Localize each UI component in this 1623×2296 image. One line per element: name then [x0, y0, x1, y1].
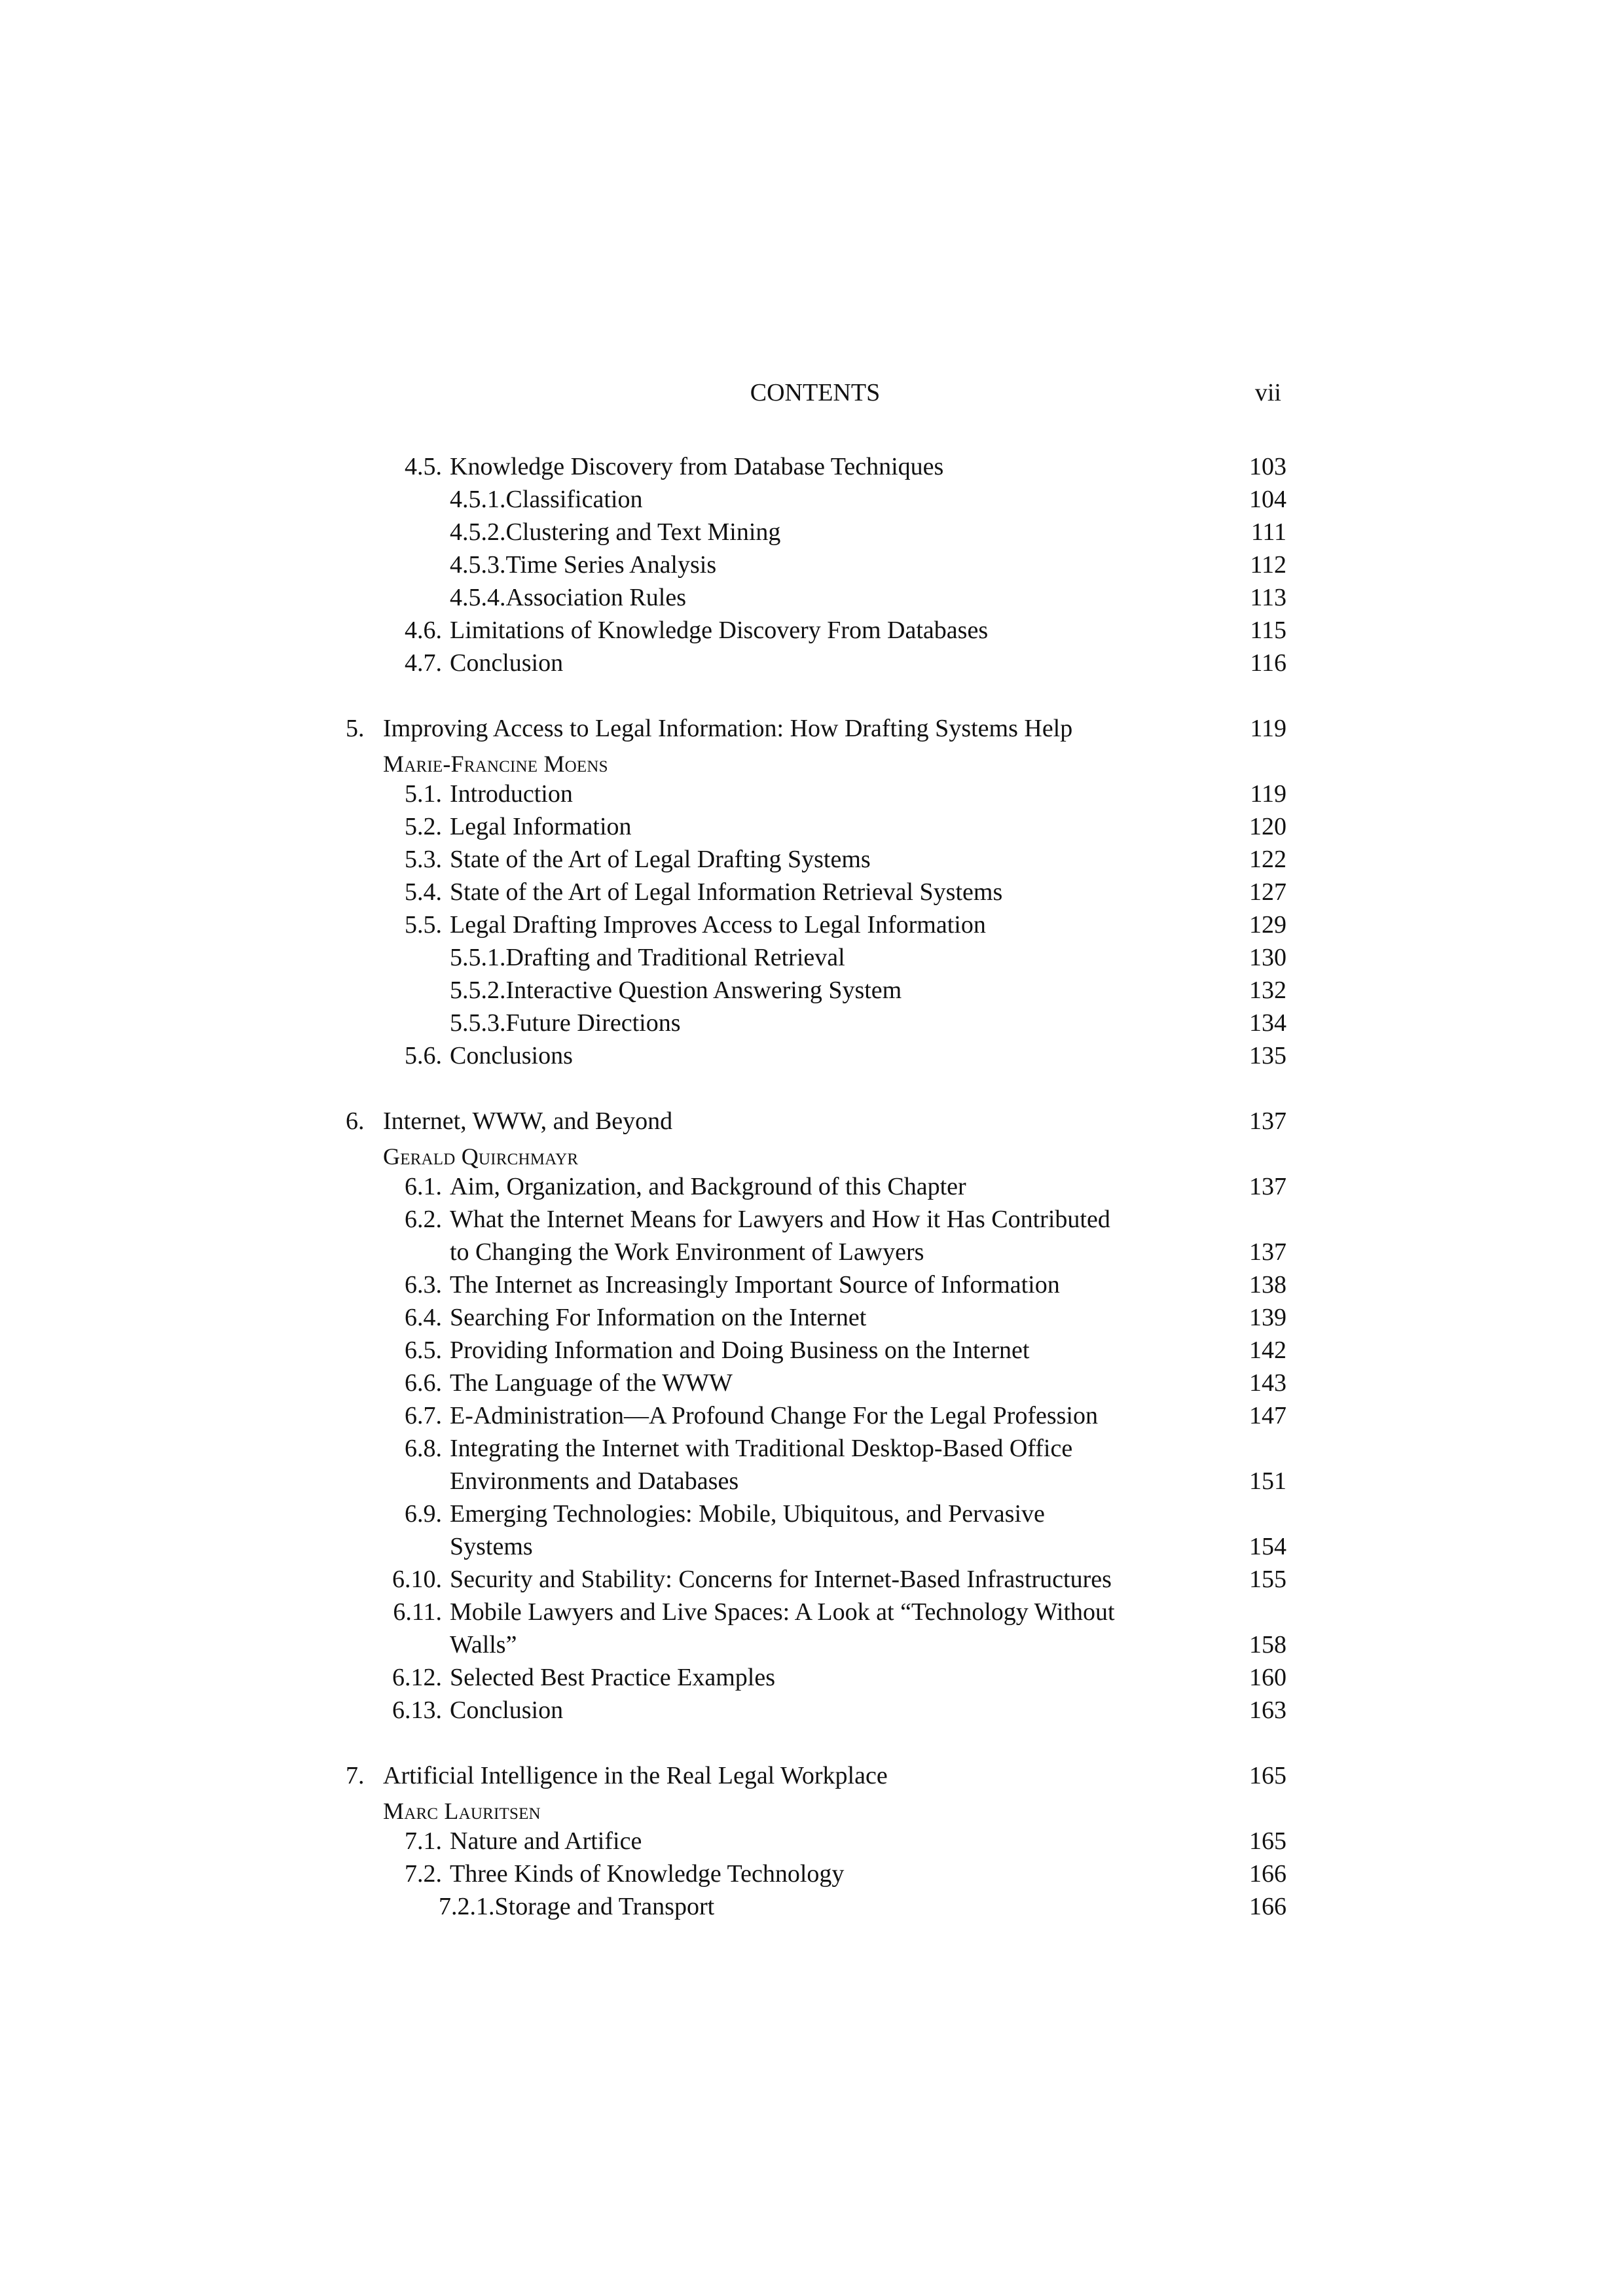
toc-chapter-entry[interactable] [344, 1105, 1286, 1138]
entry-title: Knowledge Discovery from Database Techniques [450, 453, 944, 480]
entry-title: Legal Information [450, 813, 632, 840]
entry-page-number: 113 [1250, 584, 1286, 611]
toc-entry-continuation[interactable] [344, 1465, 1286, 1498]
entry-number: 6.2. [405, 1206, 442, 1233]
author-name: Gerald Quirchmayr [383, 1143, 579, 1170]
toc-entry-continuation[interactable] [344, 1530, 1286, 1563]
entry-title: Conclusion [450, 1696, 564, 1724]
toc-subsection-entry[interactable] [344, 483, 1286, 516]
toc-section-entry[interactable] [344, 1334, 1286, 1367]
entry-number: 6.7. [405, 1402, 442, 1429]
toc-section-entry[interactable] [344, 908, 1286, 941]
entry-page-number: 165 [1249, 1827, 1286, 1855]
entry-page-number: 166 [1249, 1893, 1286, 1920]
entry-title: Conclusions [450, 1042, 573, 1069]
toc-section-entry[interactable] [344, 810, 1286, 843]
entry-title: Security and Stability: Concerns for Internet-Based Infrastructures [450, 1566, 1112, 1593]
entry-page-number: 151 [1249, 1467, 1286, 1495]
entry-page-number: 137 [1249, 1238, 1286, 1266]
entry-title: 7.2.1.Storage and Transport [439, 1893, 715, 1920]
entry-number: 4.6. [405, 617, 442, 644]
entry-page-number: 103 [1249, 453, 1286, 480]
entry-number: 7. [346, 1762, 365, 1789]
entry-page-number: 127 [1249, 878, 1286, 906]
toc-subsection-entry[interactable] [344, 581, 1286, 614]
entry-number: 6.12. [392, 1664, 442, 1691]
entry-number: 5.1. [405, 780, 442, 808]
entry-page-number: 142 [1249, 1336, 1286, 1364]
toc-section-entry[interactable] [344, 1596, 1286, 1628]
chapter-author [344, 745, 1286, 778]
toc-section-entry[interactable] [344, 1301, 1286, 1334]
entry-page-number: 155 [1249, 1566, 1286, 1593]
toc-section-entry[interactable] [344, 450, 1286, 483]
toc-section-entry[interactable] [344, 1170, 1286, 1203]
entry-title: Environments and Databases [450, 1467, 739, 1495]
entry-title: Three Kinds of Knowledge Technology [450, 1860, 845, 1888]
toc-section-entry[interactable] [344, 1694, 1286, 1727]
toc-subsection-entry[interactable] [344, 548, 1286, 581]
entry-page-number: 143 [1249, 1369, 1286, 1397]
entry-page-number: 115 [1250, 617, 1286, 644]
entry-page-number: 129 [1249, 911, 1286, 939]
toc-section-entry[interactable] [344, 1498, 1286, 1530]
entry-title: to Changing the Work Environment of Lawyers [450, 1238, 924, 1266]
entry-title: The Internet as Increasingly Important Source of Information [450, 1271, 1060, 1299]
entry-page-number: 139 [1249, 1304, 1286, 1331]
entry-page-number: 160 [1249, 1664, 1286, 1691]
entry-title: State of the Art of Legal Drafting Systems [450, 846, 871, 873]
entry-page-number: 112 [1250, 551, 1286, 579]
toc-subsection-entry[interactable] [344, 941, 1286, 974]
chapter-spacer [344, 1727, 1286, 1759]
entry-page-number: 165 [1249, 1762, 1286, 1789]
entry-page-number: 158 [1249, 1631, 1286, 1659]
entry-page-number: 163 [1249, 1696, 1286, 1724]
toc-chapter-entry[interactable] [344, 1759, 1286, 1792]
entry-number: 6.3. [405, 1271, 442, 1299]
entry-page-number: 132 [1249, 977, 1286, 1004]
entry-page-number: 166 [1249, 1860, 1286, 1888]
chapter-author [344, 1138, 1286, 1170]
toc-section-entry[interactable] [344, 778, 1286, 810]
entry-title: Mobile Lawyers and Live Spaces: A Look at “Technology Without [450, 1598, 1115, 1626]
entry-page-number: 111 [1250, 518, 1286, 546]
running-head [344, 376, 1286, 410]
entry-title: Selected Best Practice Examples [450, 1664, 775, 1691]
entry-title: Providing Information and Doing Business on the Internet [450, 1336, 1030, 1364]
entry-page-number: 135 [1249, 1042, 1286, 1069]
entry-number: 4.5. [405, 453, 442, 480]
entry-number: 6.13. [392, 1696, 442, 1724]
toc-section-entry[interactable] [344, 1857, 1286, 1890]
entry-page-number: 137 [1249, 1107, 1286, 1135]
running-head-page-number: vii [1254, 379, 1281, 406]
entry-title: Systems [450, 1533, 533, 1560]
author-name: Marc Lauritsen [383, 1798, 541, 1824]
toc-section-entry[interactable] [344, 1039, 1286, 1072]
chapter-spacer [344, 1072, 1286, 1105]
chapter-author [344, 1792, 1286, 1825]
running-head-title: CONTENTS [750, 379, 881, 406]
entry-number: 6.5. [405, 1336, 442, 1364]
toc-section-entry[interactable] [344, 614, 1286, 647]
entry-number: 6.8. [405, 1435, 442, 1462]
entry-number: 5.4. [405, 878, 442, 906]
entry-number: 5. [346, 715, 365, 742]
entry-number: 7.2. [405, 1860, 442, 1888]
entry-page-number: 122 [1249, 846, 1286, 873]
entry-number: 5.2. [405, 813, 442, 840]
entry-number: 5.3. [405, 846, 442, 873]
entry-page-number: 116 [1250, 649, 1286, 677]
entry-number: 4.7. [405, 649, 442, 677]
toc-section-entry[interactable] [344, 843, 1286, 876]
entry-title: Aim, Organization, and Background of this Chapter [450, 1173, 966, 1200]
entry-page-number: 138 [1249, 1271, 1286, 1299]
entry-title: 5.5.1.Drafting and Traditional Retrieval [450, 944, 845, 971]
entry-title: State of the Art of Legal Information Retrieval Systems [450, 878, 1003, 906]
entry-title: Limitations of Knowledge Discovery From Databases [450, 617, 989, 644]
entry-title: Improving Access to Legal Information: How Drafting Systems Help [383, 715, 1073, 742]
toc-chapter-entry[interactable] [344, 712, 1286, 745]
entry-title: 4.5.3.Time Series Analysis [450, 551, 717, 579]
entry-number: 6.10. [392, 1566, 442, 1593]
toc-section-entry[interactable] [344, 876, 1286, 908]
entry-number: 6.11. [393, 1598, 442, 1626]
toc-subsection-entry[interactable] [344, 974, 1286, 1007]
entry-title: Walls” [450, 1631, 517, 1659]
entry-title: Internet, WWW, and Beyond [383, 1107, 673, 1135]
entry-page-number: 134 [1249, 1009, 1286, 1037]
entry-number: 6.1. [405, 1173, 442, 1200]
entry-page-number: 119 [1250, 715, 1286, 742]
toc-section-entry[interactable] [344, 1825, 1286, 1857]
entry-title: Introduction [450, 780, 573, 808]
table-of-contents [344, 450, 1286, 1923]
entry-title: E-Administration—A Profound Change For the Legal Profession [450, 1402, 1098, 1429]
toc-entry-continuation[interactable] [344, 1628, 1286, 1661]
entry-page-number: 119 [1250, 780, 1286, 808]
entry-page-number: 130 [1249, 944, 1286, 971]
chapter-spacer [344, 679, 1286, 712]
toc-subsection-entry[interactable] [344, 1890, 1286, 1923]
entry-title: What the Internet Means for Lawyers and How it Has Contributed [450, 1206, 1110, 1233]
entry-page-number: 154 [1249, 1533, 1286, 1560]
toc-subsection-entry[interactable] [344, 1007, 1286, 1039]
entry-title: Searching For Information on the Internet [450, 1304, 867, 1331]
entry-number: 7.1. [405, 1827, 442, 1855]
toc-section-entry[interactable] [344, 1268, 1286, 1301]
toc-section-entry[interactable] [344, 1367, 1286, 1399]
entry-title: Conclusion [450, 649, 564, 677]
entry-page-number: 137 [1249, 1173, 1286, 1200]
toc-section-entry[interactable] [344, 1563, 1286, 1596]
entry-title: 5.5.3.Future Directions [450, 1009, 681, 1037]
toc-section-entry[interactable] [344, 1203, 1286, 1236]
entry-title: 4.5.2.Clustering and Text Mining [450, 518, 781, 546]
entry-title: 4.5.4.Association Rules [450, 584, 686, 611]
entry-title: Emerging Technologies: Mobile, Ubiquitous, and Pervasive [450, 1500, 1045, 1528]
entry-title: 4.5.1.Classification [450, 486, 643, 513]
author-name: Marie-Francine Moens [383, 751, 608, 777]
toc-section-entry[interactable] [344, 647, 1286, 679]
entry-title: The Language of the WWW [450, 1369, 733, 1397]
entry-title: Nature and Artifice [450, 1827, 642, 1855]
entry-title: Legal Drafting Improves Access to Legal Information [450, 911, 986, 939]
toc-entry-continuation[interactable] [344, 1236, 1286, 1268]
entry-title: Integrating the Internet with Traditional Desktop-Based Office [450, 1435, 1073, 1462]
entry-number: 6. [346, 1107, 365, 1135]
toc-section-entry[interactable] [344, 1432, 1286, 1465]
toc-section-entry[interactable] [344, 1661, 1286, 1694]
entry-page-number: 120 [1249, 813, 1286, 840]
toc-subsection-entry[interactable] [344, 516, 1286, 548]
entry-number: 6.9. [405, 1500, 442, 1528]
entry-page-number: 147 [1249, 1402, 1286, 1429]
entry-title: 5.5.2.Interactive Question Answering System [450, 977, 902, 1004]
entry-number: 5.6. [405, 1042, 442, 1069]
entry-number: 6.6. [405, 1369, 442, 1397]
entry-number: 5.5. [405, 911, 442, 939]
entry-title: Artificial Intelligence in the Real Legal Workplace [383, 1762, 888, 1789]
entry-number: 6.4. [405, 1304, 442, 1331]
toc-section-entry[interactable] [344, 1399, 1286, 1432]
entry-page-number: 104 [1249, 486, 1286, 513]
